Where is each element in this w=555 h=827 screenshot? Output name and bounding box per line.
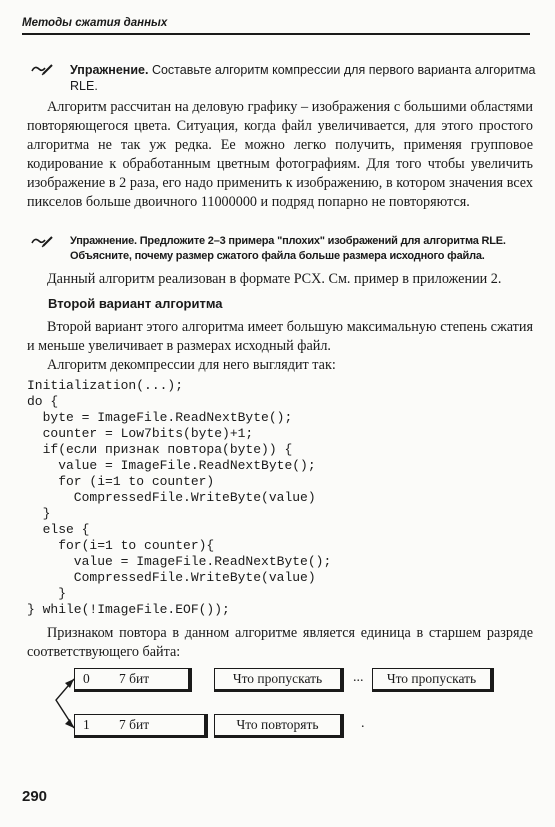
repeat-bit-box-0 [74,668,192,692]
running-header: Методы сжатия данных [22,17,530,35]
page-number: 290 [22,788,48,805]
paragraph-second-variant: Второй вариант этого алгоритма имеет большую максимальную степень сжатия и меньше увеличивает в размерах исходный файл. [27,319,533,354]
exercise-label: Упражнение. [70,63,149,77]
pencil-icon [30,234,54,250]
paragraph-pcx: Данный алгоритм реализован в формате PCX. См. пример в приложении 2. [47,271,502,287]
byte-format-diagram [50,666,510,742]
exercise-label: Упражнение. [70,235,137,247]
pencil-icon [30,62,54,78]
bit-length: 7 бит [119,671,150,686]
bit-length: 7 бит [119,717,150,732]
skip-data-box-next [372,668,494,692]
exercise-block-1 [30,62,536,94]
box-label: Что пропускать [232,671,323,686]
repeat-data-box [214,714,344,738]
paragraph-repeat-flag: Признаком повтора в данном алгоритме является единица в старшем разряде соответствующего байта: [27,625,533,660]
repeat-bit-box-1 [74,714,208,738]
code-listing: Initialization(...); do { byte = ImageFile.ReadNextByte(); counter = Low7bits(byte)+1; if(если признак повтора(byte)) { value = ImageFile.ReadNextByte(); for (i=1 to counter) CompressedFile.WriteByte(value) } else { for(i=1 to counter){ value = ImageFile.ReadNextByte(); CompressedFile.WriteByte(value) } } while(!ImageFile.EOF()); [27,378,332,617]
exercise-text: Составьте алгоритм компрессии для первого варианта алгоритма RLE. [70,63,536,93]
box-label: Что пропускать [386,671,477,686]
box-label: Что повторять [236,717,319,732]
paragraph-rle-graphics: Алгоритм рассчитан на деловую графику – изображения с большими областями повторяющегося цвета. Ситуация, когда файл увеличивается, для этого простого алгоритма не так уж редка. Ее можно легко получить, применяя групповое кодирование к обработанным цветным фотографиям. Для того чтобы увеличить изображение в 2 раза, его надо применить к изображению, в котором значения всех пикселов больше двоичного 11000000 и подряд попарно не повторяются. [27,99,533,210]
exercise-block-2 [30,234,536,264]
ellipsis: ... [353,670,364,685]
section-heading: Второй вариант алгоритма [48,296,223,311]
skip-data-box [214,668,344,692]
flag-bit: 1 [83,717,90,732]
trailing-dot: . [361,716,365,731]
exercise-text: Предложите 2–3 примера "плохих" изображений для алгоритма RLE. Объясните, почему размер сжатого файла больше размера исходного файла. [70,235,506,262]
paragraph-decompression-intro: Алгоритм декомпрессии для него выглядит так: [47,357,336,373]
flag-bit: 0 [83,671,90,686]
